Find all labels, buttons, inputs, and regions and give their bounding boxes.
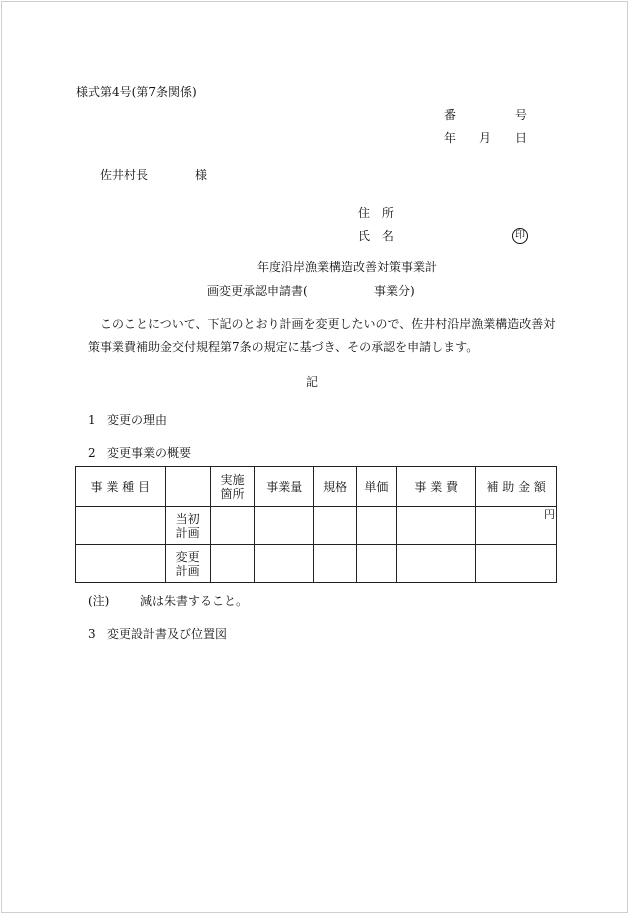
section-2-label: 変更事業の概要 bbox=[107, 446, 192, 460]
header-blank bbox=[165, 467, 210, 507]
cell-changed-quantity bbox=[255, 545, 314, 583]
row-label-changed-plan: 変更 計画 bbox=[165, 545, 210, 583]
address-label: 住 所 bbox=[358, 206, 398, 220]
cell-changed-location bbox=[210, 545, 254, 583]
cell-initial-spec bbox=[314, 507, 356, 545]
section-1-number: 1 bbox=[88, 413, 96, 427]
ki-heading: 記 bbox=[306, 375, 319, 389]
body-line2: 策事業費補助金交付規程第7条の規定に基づき、その承認を申請します。 bbox=[88, 340, 479, 354]
section-2-number: 2 bbox=[88, 446, 96, 460]
section-1-label: 変更の理由 bbox=[107, 413, 168, 427]
addressee-name: 佐井村長 bbox=[100, 168, 149, 182]
cell-changed-type bbox=[76, 545, 166, 583]
date-month: 月 bbox=[479, 131, 492, 145]
cell-changed-subsidy bbox=[476, 545, 557, 583]
yen-unit: 円 bbox=[544, 508, 555, 521]
title-line2-suffix: 事業分) bbox=[374, 284, 415, 298]
header-subsidy-amount: 補 助 金 額 bbox=[476, 467, 557, 507]
form-id: 様式第4号(第7条関係) bbox=[76, 85, 197, 99]
cell-changed-spec bbox=[314, 545, 356, 583]
cell-initial-subsidy bbox=[476, 507, 557, 545]
cell-changed-unit-price bbox=[356, 545, 396, 583]
table-row-initial bbox=[76, 507, 557, 545]
note-text: 減は朱書すること。 bbox=[140, 594, 249, 608]
name-label: 氏 名 bbox=[358, 229, 398, 243]
row-label-initial-plan: 当初 計画 bbox=[165, 507, 210, 545]
table-header-row bbox=[76, 467, 557, 507]
title-line2-prefix: 画変更承認申請書( bbox=[207, 284, 308, 298]
cell-initial-location bbox=[210, 507, 254, 545]
section-3-label: 変更設計書及び位置図 bbox=[107, 627, 228, 641]
section-3-number: 3 bbox=[88, 627, 96, 641]
date-day: 日 bbox=[515, 131, 528, 145]
header-unit-price: 単価 bbox=[356, 467, 396, 507]
header-location: 実施 箇所 bbox=[210, 467, 254, 507]
cell-initial-quantity bbox=[255, 507, 314, 545]
number-suffix: 号 bbox=[515, 108, 528, 122]
header-project-cost: 事 業 費 bbox=[396, 467, 475, 507]
table-row-changed bbox=[76, 545, 557, 583]
header-project-type: 事 業 種 目 bbox=[76, 467, 166, 507]
date-year: 年 bbox=[444, 131, 457, 145]
number-prefix: 番 bbox=[444, 108, 457, 122]
cell-changed-cost bbox=[396, 545, 475, 583]
cell-initial-cost bbox=[396, 507, 475, 545]
seal-mark: 印 bbox=[512, 228, 528, 244]
title-line1: 年度沿岸漁業構造改善対策事業計 bbox=[257, 260, 438, 274]
cell-initial-unit-price bbox=[356, 507, 396, 545]
note-prefix: (注) bbox=[88, 594, 110, 608]
cell-initial-type bbox=[76, 507, 166, 545]
body-line1: このことについて、下記のとおり計画を変更したいので、佐井村沿岸漁業構造改善対 bbox=[100, 317, 556, 331]
project-summary-table bbox=[75, 466, 557, 583]
addressee-honorific: 様 bbox=[195, 168, 208, 182]
header-spec: 規格 bbox=[314, 467, 356, 507]
header-quantity: 事業量 bbox=[255, 467, 314, 507]
